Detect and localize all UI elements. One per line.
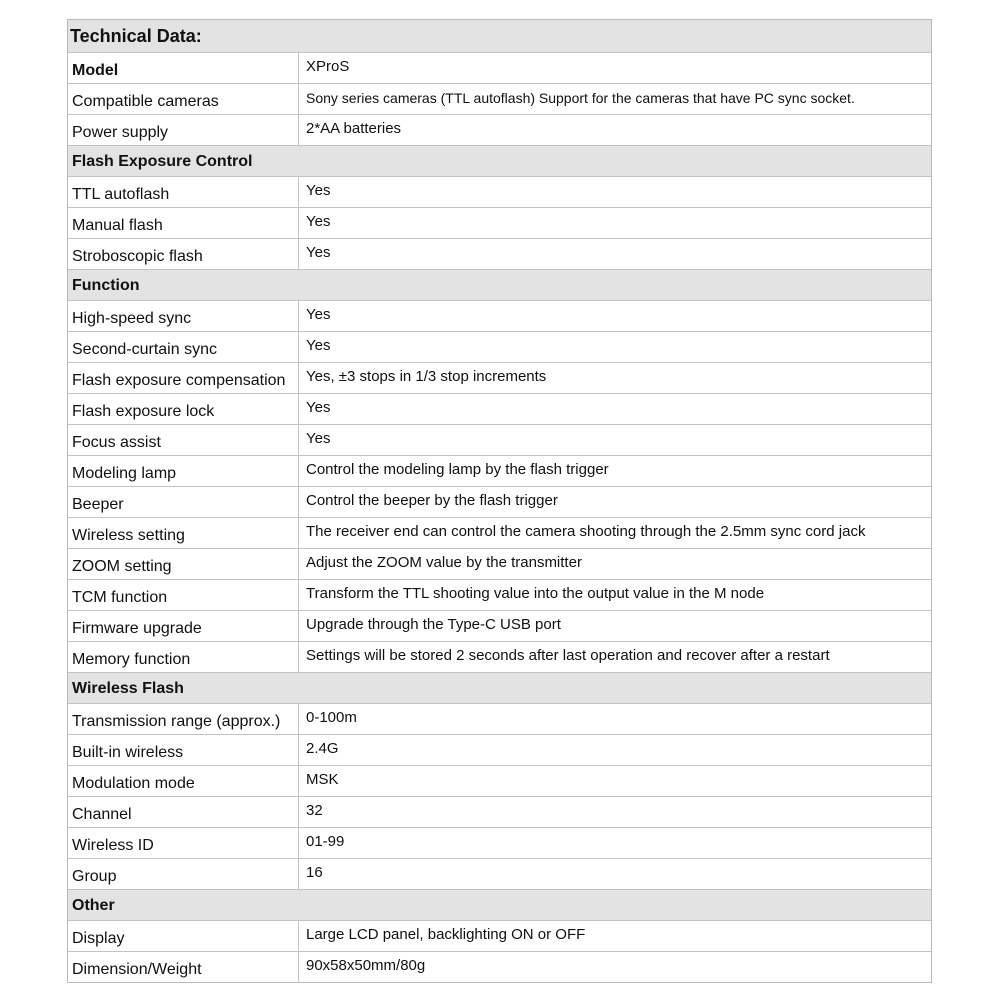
spec-row-ttl-autoflash [68,176,931,207]
spec-label: TCM function [68,580,299,610]
spec-row-manual-flash [68,207,931,238]
spec-label: Beeper [68,487,299,517]
section-heading: Other [72,897,115,914]
spec-label: Firmware upgrade [68,611,299,641]
spec-row-dimension-weight [68,951,931,982]
spec-value: Yes [306,430,331,447]
spec-row-focus-assist [68,424,931,455]
spec-value: MSK [306,771,339,788]
section-heading: Flash Exposure Control [72,153,253,170]
spec-row-wireless-id [68,827,931,858]
spec-row-wireless-setting [68,517,931,548]
spec-row-display [68,920,931,951]
spec-value: 0-100m [306,709,357,726]
spec-label: Second-curtain sync [68,332,299,362]
technical-data-table [67,19,932,983]
spec-label: Stroboscopic flash [68,239,299,269]
spec-label: Display [68,921,299,951]
spec-value: 32 [306,802,323,819]
spec-row-compatible-cameras [68,83,931,114]
spec-row-second-curtain-sync [68,331,931,362]
spec-label: Modeling lamp [68,456,299,486]
spec-value: Settings will be stored 2 seconds after last operation and recover after a restart [306,647,830,664]
spec-value: Yes [306,244,331,261]
section-header-other [68,889,931,920]
spec-label: High-speed sync [68,301,299,331]
spec-row-modulation-mode [68,765,931,796]
spec-row-built-in-wireless [68,734,931,765]
spec-label: Wireless ID [68,828,299,858]
spec-value: Control the beeper by the flash trigger [306,492,558,509]
table-title-row [68,20,931,52]
spec-label: Compatible cameras [68,84,299,114]
spec-value: The receiver end can control the camera shooting through the 2.5mm sync cord jack [306,523,866,540]
spec-row-memory-function [68,641,931,672]
spec-row-modeling-lamp [68,455,931,486]
spec-label: Flash exposure compensation [68,363,299,393]
spec-label: Channel [68,797,299,827]
spec-label: Manual flash [68,208,299,238]
spec-value: 2*AA batteries [306,120,402,137]
spec-value: Yes, ±3 stops in 1/3 stop increments [306,368,547,385]
spec-label: Dimension/Weight [68,952,299,982]
spec-label: Focus assist [68,425,299,455]
spec-label: Transmission range (approx.) [68,704,299,734]
spec-value: 2.4G [306,740,339,757]
spec-row-group [68,858,931,889]
spec-value: 90x58x50mm/80g [306,957,426,974]
spec-value: Yes [306,182,331,199]
section-heading: Wireless Flash [72,680,184,697]
spec-row-flash-exposure-lock [68,393,931,424]
spec-value: Yes [306,306,331,323]
spec-label: Built-in wireless [68,735,299,765]
spec-value: Yes [306,213,331,230]
spec-row-flash-exposure-compensation [68,362,931,393]
spec-value: XProS [306,58,350,75]
spec-value: Sony series cameras (TTL autoflash) Support for the cameras that have PC sync socket. [306,90,855,106]
spec-row-high-speed-sync [68,300,931,331]
spec-label: ZOOM setting [68,549,299,579]
spec-value: 16 [306,864,323,881]
section-header-function [68,269,931,300]
spec-value: Transform the TTL shooting value into the output value in the M node [306,585,765,602]
section-header-wireless-flash [68,672,931,703]
spec-row-zoom-setting [68,548,931,579]
section-header-flash-exposure-control [68,145,931,176]
spec-label: Wireless setting [68,518,299,548]
spec-row-channel [68,796,931,827]
spec-value: Large LCD panel, backlighting ON or OFF [306,926,586,943]
spec-row-power-supply [68,114,931,145]
spec-value: Upgrade through the Type-C USB port [306,616,561,633]
spec-row-transmission-range-approx [68,703,931,734]
spec-row-tcm-function [68,579,931,610]
spec-label: Memory function [68,642,299,672]
spec-value: Yes [306,399,331,416]
spec-value: Adjust the ZOOM value by the transmitter [306,554,582,571]
spec-row-stroboscopic-flash [68,238,931,269]
spec-label: Group [68,859,299,889]
spec-label: Flash exposure lock [68,394,299,424]
spec-value: 01-99 [306,833,345,850]
spec-value: Control the modeling lamp by the flash trigger [306,461,609,478]
spec-row-model [68,52,931,83]
spec-label: Model [68,53,299,83]
section-heading: Function [72,277,140,294]
table-title: Technical Data: [70,26,202,46]
spec-value: Yes [306,337,331,354]
spec-label: Power supply [68,115,299,145]
spec-label: TTL autoflash [68,177,299,207]
spec-label: Modulation mode [68,766,299,796]
spec-row-beeper [68,486,931,517]
spec-row-firmware-upgrade [68,610,931,641]
